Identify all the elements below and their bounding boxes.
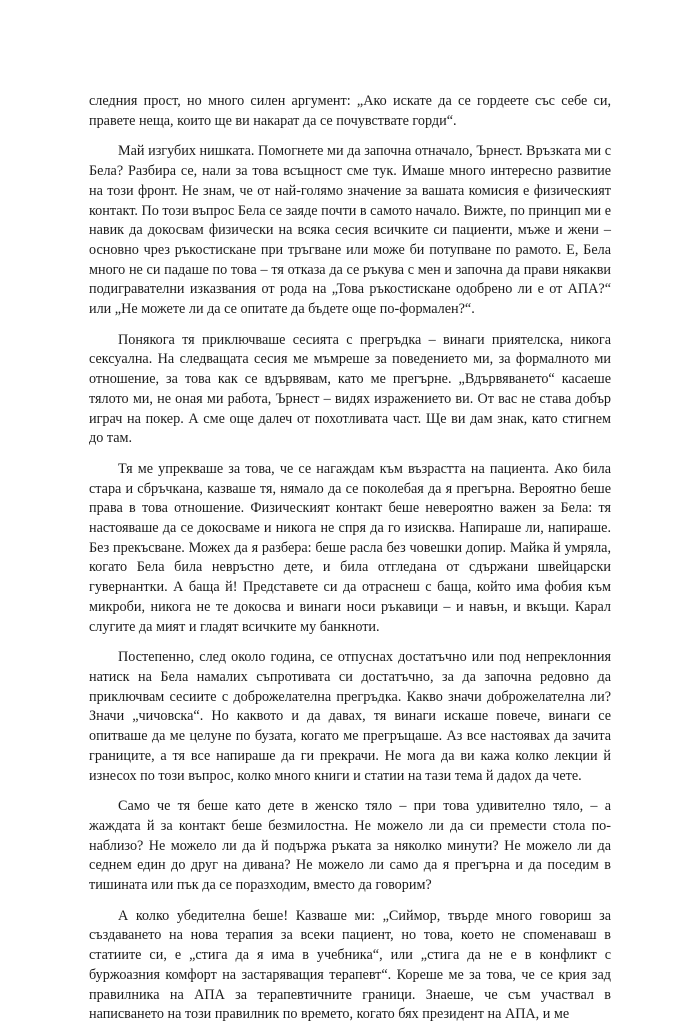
paragraph: А колко убедителна беше! Казваше ми: „Сиймор, твърде много говориш за създаването на нова терапия за всеки пациент, но това, което не споменаваш в статиите си, е „стига да я има в учебника“, или „стига да не е в конфликт с буржоазния комфорт на застаряващия терапевт“. Кореше ме за това, че се крия зад правилника на АПА за терапевтичните граници. Знаеше, че съм участвал в написването на този правилник по времето, когато бях президент на АПА, и ме bbox=[89, 907, 611, 1023]
paragraph: Само че тя беше като дете в женско тяло – при това удивително тяло, – а жаждата й за контакт беше безмилостна. Не можело ли да си премести стола по-наблизо? Не можело ли да й подържа ръката за няколко минути? Не можело ли да седнем един до друг на дивана? Не можело ли само да я прегърна и да поседим в тишината или пък да се поразходим, вместо да говорим? bbox=[89, 798, 611, 894]
paragraph: Май изгубих нишката. Помогнете ми да започна отначало, Ърнест. Връзката ми с Бела? Разбира се, нали за това всъщност сме тук. Имаше много интересно развитие на този фронт. Не знам, че от най-голямо значение за вашата комисия е физическият контакт. По този въпрос Бела се заяде почти в самото начало. Вижте, по принцип ми е навик да докосвам физически на всяка сесия всичките си пациенти, мъже и жени – основно чрез ръкостискане при тръгване или може би потупване по рамото. Е, Бела много не си падаше по това – тя отказа да се ръкува с мен и започна да прави някакви подигравателни изказвания от рода на „Това ръкостискане одобрено ли е от АПА?“ или „Не можете ли да се опитате да бъдете още по-формален?“. bbox=[89, 143, 611, 318]
body-text bbox=[89, 92, 611, 1036]
paragraph: Тя ме упрекваше за това, че се нагаждам към възрастта на пациента. Ако била стара и сбръчкана, казваше тя, нямало да се поколебая да я прегърна. Вероятно беше права в това отношение. Физическият контакт беше невероятно важен за Бела: тя настояваше да се докосваме и никога не спря да го изисква. Напираше ли, напираше. Без прекъсване. Можех да я разбера: беше расла без човешки допир. Майка й умряла, когато Бела била невръстно дете, и била отгледана от сдържани швейцарски гувернантки. А баща й! Представете си да отраснеш с баща, който има фобия към микроби, никога не те докосва и винаги носи ръкавици – и навън, и вкъщи. Карал слугите да мият и гладят всичките му банкноти. bbox=[89, 460, 611, 635]
paragraph-continued: следния прост, но много силен аргумент: „Ако искате да се гордеете със себе си, правете неща, които ще ви накарат да се почувствате горди“. bbox=[89, 93, 611, 129]
paragraph: Понякога тя приключваше сесията с прегръдка – винаги приятелска, никога сексуална. На следващата сесия ме мъмреше за поведението ми, за формалното ми отношение, за това как се вдървявам, като ме прегърне. „Вдървяването“ касаеше тялото ми, не оная ми работа, Ърнест – видях изражението ви. От вас не става добър играч на покер. А сме още далеч от похотливата част. Ще ви дам знак, като стигнем до там. bbox=[89, 331, 611, 447]
paragraph: Постепенно, след около година, се отпуснах достатъчно или под непреклонния натиск на Бела намалих съпротивата си достатъчно, за да започна редовно да приключвам сесиите с доброжелателна прегръдка. Какво значи доброжелателна ли? Значи „чичовска“. Но каквото и да давах, тя винаги искаше повече, винаги се опитваше да ме целуне по бузата, когато ме прегръщаше. Аз все настоявах да зачита границите, а тя все напираше да ги прекрачи. Не мога да ви кажа колко лекции й изнесох по този въпрос, колко много книги и статии на тази тема й дадох да чете. bbox=[89, 649, 611, 784]
